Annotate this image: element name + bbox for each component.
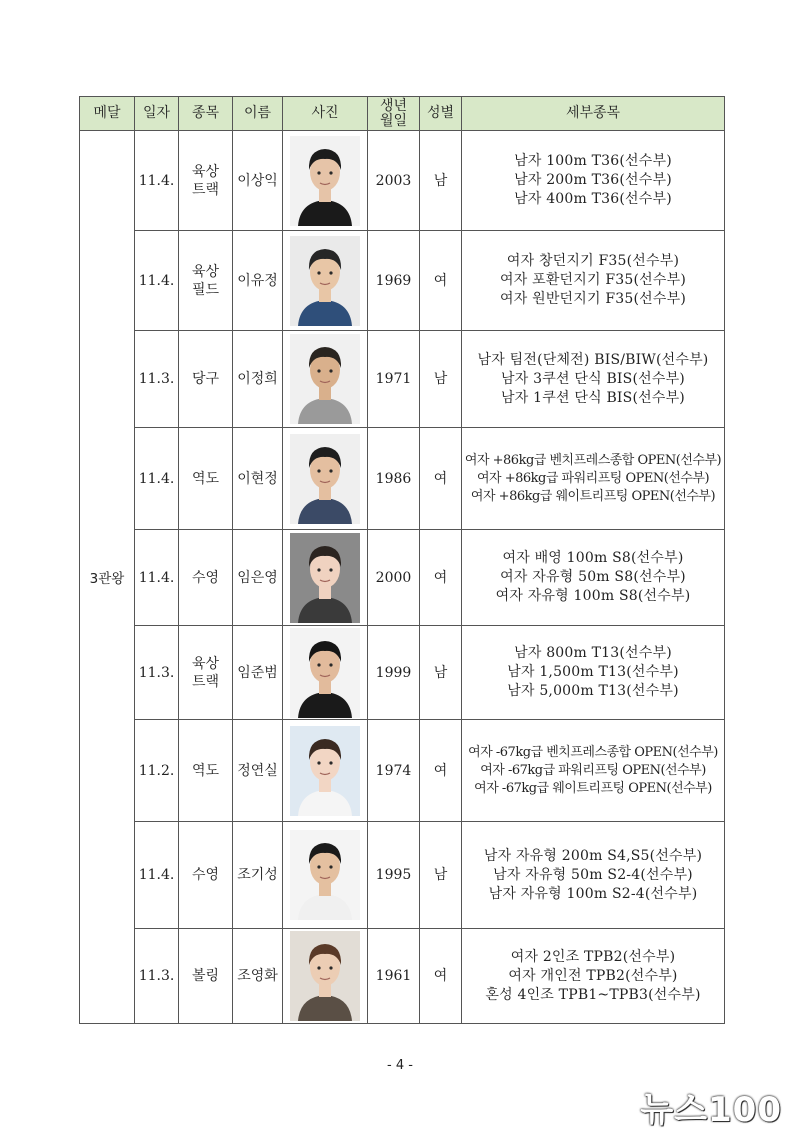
sport-cell: 육상 트랙	[179, 626, 233, 720]
sport-cell: 볼링	[179, 929, 233, 1024]
photo-cell	[283, 720, 368, 822]
event-detail-line: 남자 자유형 50m S2-4(선수부)	[493, 866, 693, 883]
event-detail-line: 남자 3쿠션 단식 BIS(선수부)	[501, 370, 685, 387]
page-number: - 4 -	[387, 1058, 413, 1073]
sex-cell: 여	[420, 231, 462, 331]
athlete-photo	[290, 628, 360, 718]
sex-cell: 여	[420, 530, 462, 626]
event-detail-line: 여자 -67kg급 파워리프팅 OPEN(선수부)	[480, 762, 706, 778]
date-cell: 11.3.	[135, 626, 179, 720]
date-cell: 11.4.	[135, 428, 179, 530]
header-sex: 성별	[420, 97, 462, 131]
date-cell: 11.3.	[135, 331, 179, 428]
photo-cell	[283, 131, 368, 231]
athlete-photo	[290, 830, 360, 920]
sport-cell: 역도	[179, 720, 233, 822]
header-photo: 사진	[283, 97, 368, 131]
event-detail-line: 남자 1,500m T13(선수부)	[507, 664, 679, 680]
event-detail-line: 남자 100m T36(선수부)	[514, 153, 672, 169]
header-details: 세부종목	[462, 97, 725, 131]
date-cell: 11.4.	[135, 822, 179, 929]
event-detail-line: 여자 자유형 50m S8(선수부)	[500, 569, 686, 585]
event-details-cell	[462, 626, 725, 720]
event-detail-line: 남자 400m T36(선수부)	[514, 191, 672, 207]
athlete-photo	[290, 236, 360, 326]
photo-cell	[283, 428, 368, 530]
event-details-cell	[462, 331, 725, 428]
table-row	[80, 720, 725, 822]
event-detail-line: 여자 2인조 TPB2(선수부)	[510, 948, 676, 965]
sex-cell: 남	[420, 131, 462, 231]
event-detail-line: 남자 자유형 200m S4,S5(선수부)	[483, 847, 703, 864]
table-row	[80, 929, 725, 1024]
athlete-photo	[290, 136, 360, 226]
event-detail-line: 여자 +86kg급 파워리프팅 OPEN(선수부)	[476, 470, 710, 486]
table-row	[80, 331, 725, 428]
header-name: 이름	[233, 97, 283, 131]
header-birth-year: 생년 월일	[368, 97, 420, 131]
birth-year-cell: 1974	[368, 720, 420, 822]
athlete-name-cell: 이현정	[233, 428, 283, 530]
event-detail-line: 남자 팀전(단체전) BIS/BIW(선수부)	[477, 351, 709, 368]
event-detail-line: 남자 200m T36(선수부)	[514, 172, 672, 188]
event-detail-line: 여자 -67kg급 웨이트리프팅 OPEN(선수부)	[474, 780, 712, 796]
table-row	[80, 428, 725, 530]
date-cell: 11.3.	[135, 929, 179, 1024]
athlete-photo	[290, 726, 360, 816]
athlete-name-cell: 이상익	[233, 131, 283, 231]
date-cell: 11.4.	[135, 131, 179, 231]
event-detail-line: 여자 +86kg급 웨이트리프팅 OPEN(선수부)	[470, 488, 716, 504]
event-details-cell	[462, 131, 725, 231]
athlete-name-cell: 이유정	[233, 231, 283, 331]
sex-cell: 남	[420, 822, 462, 929]
athlete-name-cell: 조영화	[233, 929, 283, 1024]
photo-cell	[283, 929, 368, 1024]
photo-cell	[283, 626, 368, 720]
athlete-photo	[290, 334, 360, 424]
header-medal: 메달	[80, 97, 135, 131]
athlete-name-cell: 정연실	[233, 720, 283, 822]
sex-cell: 여	[420, 428, 462, 530]
birth-year-cell: 1971	[368, 331, 420, 428]
event-detail-line: 남자 800m T13(선수부)	[514, 645, 672, 661]
birth-year-cell: 2003	[368, 131, 420, 231]
event-detail-line: 여자 자유형 100m S8(선수부)	[495, 588, 691, 604]
photo-cell	[283, 530, 368, 626]
event-detail-line: 여자 -67kg급 벤치프레스종합 OPEN(선수부)	[468, 744, 718, 760]
sex-cell: 여	[420, 720, 462, 822]
event-details-cell	[462, 428, 725, 530]
sex-cell: 남	[420, 626, 462, 720]
table-row	[80, 626, 725, 720]
event-details-cell	[462, 822, 725, 929]
sport-cell: 역도	[179, 428, 233, 530]
birth-year-cell: 1969	[368, 231, 420, 331]
birth-year-cell: 1995	[368, 822, 420, 929]
medal-group-cell: 3관왕	[80, 131, 135, 1024]
athlete-photo	[290, 533, 360, 623]
birth-year-cell: 1961	[368, 929, 420, 1024]
birth-year-cell: 1999	[368, 626, 420, 720]
photo-cell	[283, 331, 368, 428]
photo-cell	[283, 231, 368, 331]
event-detail-line: 여자 개인전 TPB2(선수부)	[508, 967, 678, 984]
sport-cell: 수영	[179, 822, 233, 929]
birth-year-cell: 2000	[368, 530, 420, 626]
date-cell: 11.4.	[135, 231, 179, 331]
event-detail-line: 남자 자유형 100m S2-4(선수부)	[488, 885, 698, 902]
athlete-photo	[290, 931, 360, 1021]
event-details-cell	[462, 231, 725, 331]
event-detail-line: 여자 창던지기 F35(선수부)	[506, 253, 680, 269]
table-row	[80, 530, 725, 626]
medalist-table	[79, 96, 725, 1024]
table-row	[80, 822, 725, 929]
sex-cell: 여	[420, 929, 462, 1024]
event-detail-line: 여자 배영 100m S8(선수부)	[502, 550, 684, 566]
event-details-cell	[462, 530, 725, 626]
event-detail-line: 여자 원반던지기 F35(선수부)	[500, 291, 686, 307]
header-sport: 종목	[179, 97, 233, 131]
table-row	[80, 231, 725, 331]
table-body	[80, 131, 725, 1024]
event-detail-line: 여자 포환던지기 F35(선수부)	[500, 272, 686, 288]
event-detail-line: 남자 1쿠션 단식 BIS(선수부)	[501, 389, 685, 406]
sport-cell: 수영	[179, 530, 233, 626]
athlete-name-cell: 임은영	[233, 530, 283, 626]
sport-cell: 육상 필드	[179, 231, 233, 331]
event-details-cell	[462, 929, 725, 1024]
event-detail-line: 혼성 4인조 TPB1~TPB3(선수부)	[485, 986, 701, 1003]
sport-cell: 당구	[179, 331, 233, 428]
table-row	[80, 131, 725, 231]
sport-cell: 육상 트랙	[179, 131, 233, 231]
athlete-name-cell: 조기성	[233, 822, 283, 929]
birth-year-cell: 1986	[368, 428, 420, 530]
event-detail-line: 여자 +86kg급 벤치프레스종합 OPEN(선수부)	[464, 452, 722, 468]
athlete-name-cell: 임준범	[233, 626, 283, 720]
athlete-name-cell: 이정희	[233, 331, 283, 428]
table-header-row	[80, 97, 725, 131]
date-cell: 11.4.	[135, 530, 179, 626]
athlete-photo	[290, 434, 360, 524]
event-detail-line: 남자 5,000m T13(선수부)	[507, 683, 679, 699]
watermark-logo: 뉴스100	[640, 1090, 782, 1130]
date-cell: 11.2.	[135, 720, 179, 822]
event-details-cell	[462, 720, 725, 822]
photo-cell	[283, 822, 368, 929]
sex-cell: 남	[420, 331, 462, 428]
header-date: 일자	[135, 97, 179, 131]
